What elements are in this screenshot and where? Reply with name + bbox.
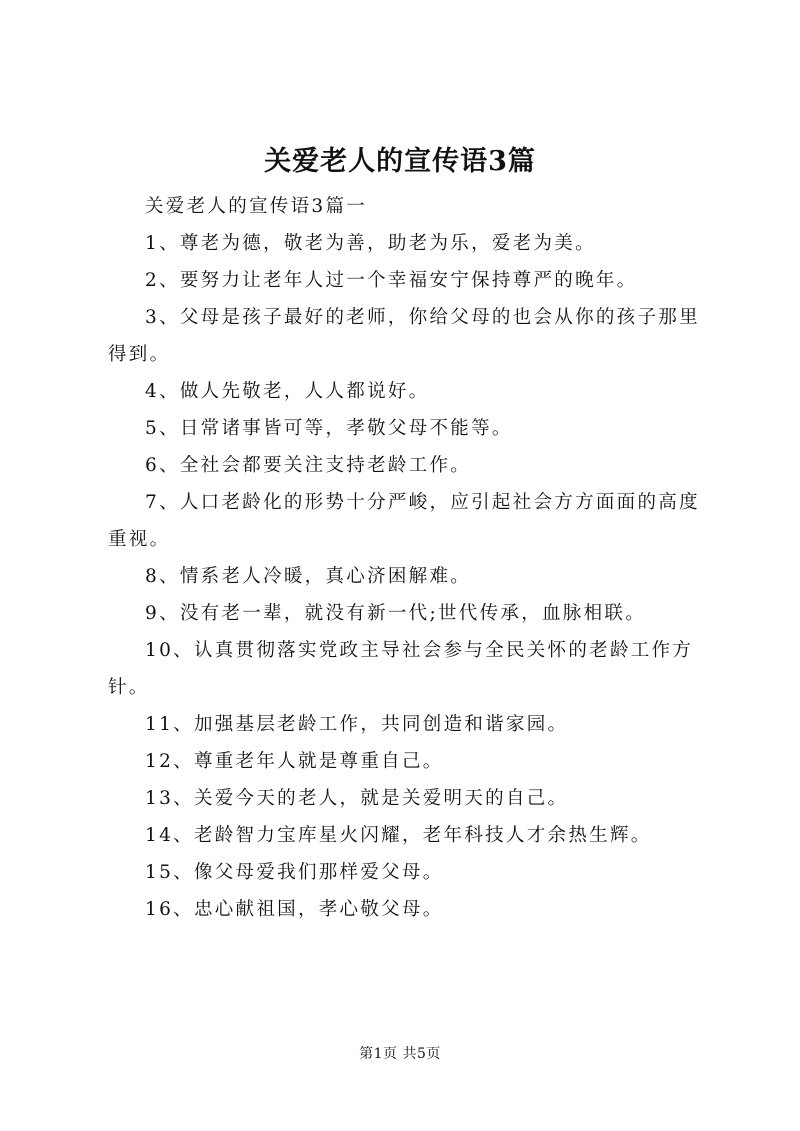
slogan-item: 1、尊老为德，敬老为善，助老为乐，爱老为美。	[145, 233, 596, 254]
document-title: 关爱老人的宣传语3篇	[264, 146, 536, 177]
slogan-item: 14、老龄智力宝库星火闪耀，老年科技人才余热生辉。	[145, 825, 652, 846]
slogan-item: 12、尊重老年人就是尊重自己。	[145, 751, 444, 772]
slogan-item: 16、忠心献祖国，孝心敬父母。	[145, 899, 444, 920]
slogan-item: 3、父母是孩子最好的老师，你给父母的也会从你的孩子那里得到。	[108, 307, 700, 365]
slogan-item: 4、做人先敬老，人人都说好。	[145, 381, 430, 402]
page-footer: 第1页 共5页	[359, 1046, 441, 1062]
slogan-item: 8、情系老人冷暖，真心济困解难。	[145, 566, 472, 587]
section-heading: 关爱老人的宣传语3篇一	[145, 196, 368, 217]
slogan-item: 6、全社会都要关注支持老龄工作。	[145, 455, 472, 476]
slogan-item: 9、没有老一辈，就没有新一代;世代传承，血脉相联。	[145, 603, 647, 624]
slogan-item: 7、人口老龄化的形势十分严峻，应引起社会方方面面的高度重视。	[108, 492, 700, 550]
slogan-item: 15、像父母爱我们那样爱父母。	[145, 862, 444, 883]
slogan-item: 5、日常诸事皆可等，孝敬父母不能等。	[145, 418, 513, 439]
document-body	[108, 188, 708, 928]
slogan-item: 2、要努力让老年人过一个幸福安宁保持尊严的晚年。	[145, 270, 638, 291]
slogan-item: 13、关爱今天的老人，就是关爱明天的自己。	[145, 788, 569, 809]
slogan-item: 11、加强基层老龄工作，共同创造和谐家园。	[145, 714, 569, 735]
slogan-item: 10、认真贯彻落实党政主导社会参与全民关怀的老龄工作方针。	[108, 640, 694, 698]
